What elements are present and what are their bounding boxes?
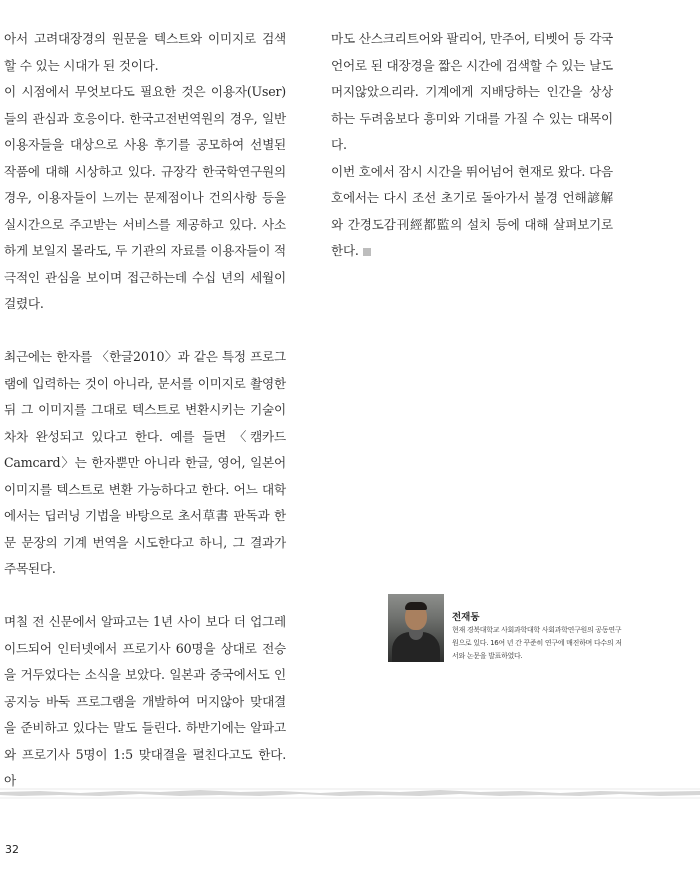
author-photo — [388, 594, 444, 662]
author-bio: 현재 경북대학교 사회과학대학 사회과학연구원의 공동연구원으로 있다. 16여 년 간 꾸준히 연구에 매진하며 다수의 저서와 논문을 발표하였다. — [452, 626, 622, 660]
author-name: 전재동 — [452, 612, 480, 623]
paragraph — [331, 159, 613, 265]
left-text-column — [4, 26, 286, 795]
paragraph: 최근에는 한자를 〈한글2010〉과 같은 특정 프로그램에 입력하는 것이 아니라, 문서를 이미지로 촬영한 뒤 그 이미지를 그대로 텍스트로 변환시키는 기술이 차차 완성되고 있다고 한다. 예를 들면 〈캠카드 Camcard〉는 한자뿐만 아니라 한글, 영어, 일본어 이미지를 텍스트로 변환 가능하다고 한다. 어느 대학에서는 딥러닝 기법을 바탕으로 초서草書 판독과 한문 문장의 기계 번역을 시도한다고 하니, 그 결과가 주목된다. — [4, 349, 286, 576]
paragraph: 마도 산스크리트어와 팔리어, 만주어, 티벳어 등 각국 언어로 된 대장경을 짧은 시간에 검색할 수 있는 날도 머지않았으리라. 기계에게 지배당하는 인간을 상상하는 두려움보다 흥미와 기대를 가질 수 있는 대목이다. — [331, 31, 613, 152]
paragraph: 아서 고려대장경의 원문을 텍스트와 이미지로 검색할 수 있는 시대가 된 것이다. — [4, 31, 286, 73]
paragraph-text: 이번 호에서 잠시 시간을 뛰어넘어 현재로 왔다. 다음 호에서는 다시 조선 초기로 돌아가서 불경 언해諺解와 간경도감刊經都監의 설치 등에 대해 살펴보기로 한다. — [331, 163, 613, 258]
end-mark-icon — [363, 248, 371, 256]
torn-paper-divider — [0, 786, 700, 800]
page-number: 32 — [5, 843, 19, 856]
paragraph: 며칠 전 신문에서 알파고는 1년 사이 보다 더 업그레이드되어 인터넷에서 프로기사 60명을 상대로 전승을 거두었다는 소식을 보았다. 일본과 중국에서도 인공지능 바둑 프로그램을 개발하여 머지않아 맞대결을 준비하고 있다는 말도 들린다. 하반기에는 알파고와 프로기사 5명이 1:5 맞대결을 펼친다고도 한다. 아 — [4, 614, 286, 788]
paragraph: 이 시점에서 무엇보다도 필요한 것은 이용자(User)들의 관심과 호응이다. 한국고전번역원의 경우, 일반 이용자들을 대상으로 사용 후기를 공모하여 선별된 작품에 대해 시상하고 있다. 규장각 한국학연구원의 경우, 이용자들이 느끼는 문제점이나 건의사항 등을 실시간으로 주고받는 서비스를 제공하고 있다. 사소하게 보일지 몰라도, 두 기관의 자료를 이용자들이 적극적인 관심을 보이며 접근하는데 수십 년의 세월이 걸렸다. — [4, 84, 286, 311]
right-text-column — [331, 26, 613, 265]
